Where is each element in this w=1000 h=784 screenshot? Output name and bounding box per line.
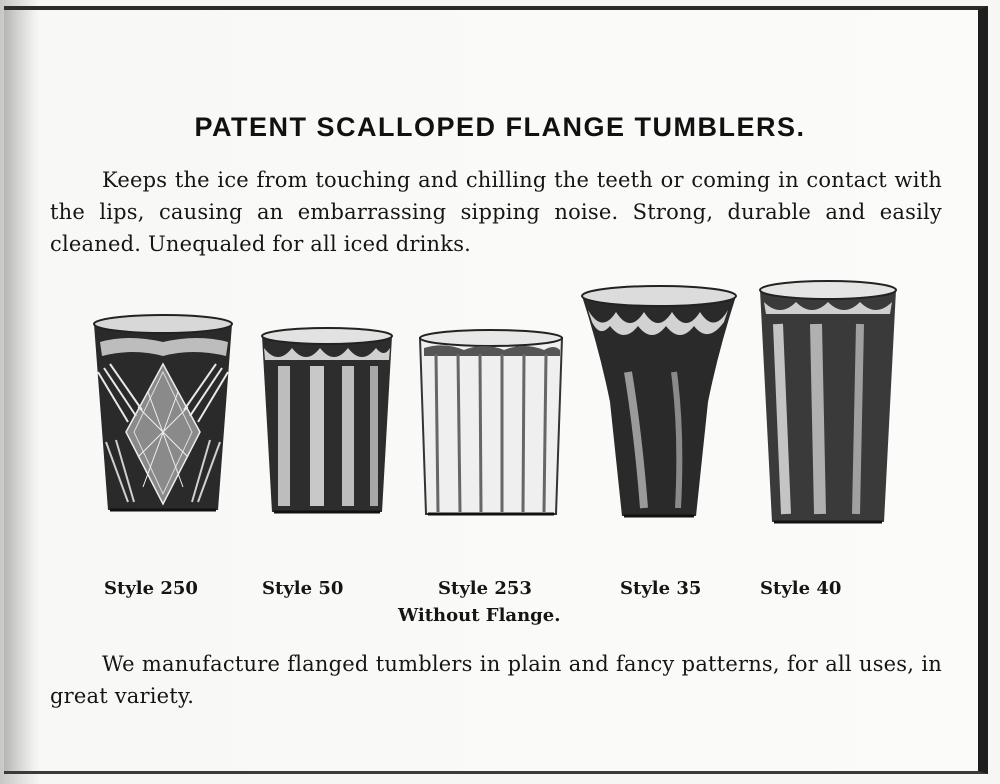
- scalloped-tumbler-icon: [258, 326, 396, 518]
- label-without-flange: Without Flange.: [398, 605, 561, 626]
- cut-glass-tumbler-icon: [88, 312, 238, 518]
- page-title: PATENT SCALLOPED FLANGE TUMBLERS.: [194, 112, 806, 142]
- label-style-40: Style 40: [760, 578, 842, 599]
- tall-tumbler-icon: [756, 278, 900, 528]
- flared-tumbler-icon: [578, 282, 740, 524]
- label-style-50: Style 50: [262, 578, 344, 599]
- fluted-tumbler-icon: [416, 328, 566, 522]
- footer-paragraph: We manufacture flanged tumblers in plain and fancy patterns, for all uses, in great variety.: [50, 652, 942, 708]
- label-style-253: Style 253: [438, 578, 532, 599]
- label-style-250: Style 250: [104, 578, 198, 599]
- label-style-35: Style 35: [620, 578, 702, 599]
- intro-paragraph: Keeps the ice from touching and chilling the teeth or coming in contact with the lips, causing an embarrassing sipping noise. Strong, durable and easily cleaned. Unequaled for all iced drinks.: [50, 168, 942, 256]
